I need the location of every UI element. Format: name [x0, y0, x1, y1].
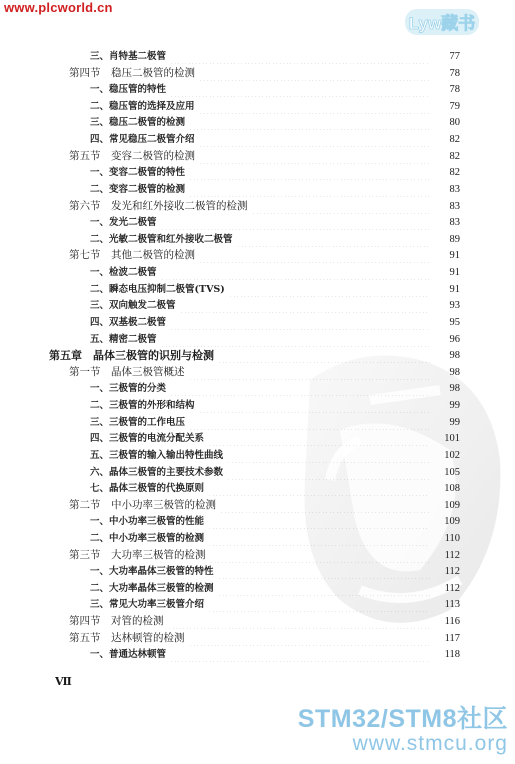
toc-entry-title: 一、三极管的分类	[90, 381, 170, 396]
dot-leader	[199, 398, 430, 413]
dot-leader	[218, 581, 430, 596]
toc-entry-item	[90, 165, 460, 180]
toc-entry-title: 第六节 发光和红外接收二极管的检测	[69, 199, 252, 214]
toc-entry-page: 91	[449, 283, 460, 295]
toc-entry-title: 一、变容二极管的特性	[90, 165, 189, 180]
toc-entry-title: 六、晶体三极管的主要技术参数	[90, 465, 227, 480]
toc-entry-page: 79	[449, 100, 460, 112]
toc-entry-page: 91	[449, 250, 460, 262]
toc-entry-page: 83	[449, 183, 460, 195]
toc-entry-item	[90, 215, 460, 230]
logo-text: Lyw藏书	[408, 14, 476, 33]
toc-entry-section	[69, 498, 460, 513]
dot-leader	[208, 531, 430, 546]
toc-entry-item	[90, 448, 460, 463]
dot-leader	[199, 66, 430, 81]
toc-entry-page: 80	[449, 117, 460, 129]
toc-entry-title: 第五节 变容二极管的检测	[69, 149, 199, 164]
watermark-top-url: www.plcworld.cn	[4, 0, 113, 15]
toc-entry-title: 五、精密二极管	[90, 332, 161, 347]
toc-entry-title: 二、大功率晶体三极管的检测	[90, 581, 218, 596]
toc-entry-title: 第四节 对管的检测	[69, 614, 168, 629]
toc-entry-page: 108	[444, 483, 460, 495]
toc-entry-item	[90, 99, 460, 114]
toc-entry-item	[90, 49, 460, 64]
toc-entry-section	[69, 548, 460, 563]
toc-entry-page: 96	[449, 333, 460, 345]
dot-leader	[189, 365, 431, 380]
dot-leader	[168, 614, 431, 629]
toc-entry-title: 第四节 稳压二极管的检测	[69, 66, 199, 81]
dot-leader	[208, 597, 430, 612]
dot-leader	[170, 647, 430, 662]
dot-leader	[170, 381, 430, 396]
toc-entry-title: 三、肖特基二极管	[90, 49, 170, 64]
dot-leader	[229, 282, 430, 297]
toc-entry-title: 一、普通达林顿管	[90, 647, 170, 662]
toc-entry-item	[90, 431, 460, 446]
toc-entry-page: 98	[449, 383, 460, 395]
toc-entry-title: 第五节 达林顿管的检测	[69, 631, 189, 646]
toc-entry-page: 95	[449, 316, 460, 328]
dot-leader	[189, 182, 430, 197]
toc-entry-item	[90, 398, 460, 413]
toc-entry-title: 二、变容二极管的检测	[90, 182, 189, 197]
toc-entry-page: 112	[444, 582, 460, 594]
toc-entry-item	[90, 282, 460, 297]
toc-entry-page: 99	[449, 416, 460, 428]
dot-leader	[227, 448, 430, 463]
toc-entry-title: 三、三极管的工作电压	[90, 415, 189, 430]
toc-entry-page: 91	[449, 267, 460, 279]
dot-leader	[189, 165, 430, 180]
dot-leader	[208, 481, 430, 496]
toc-entry-page: 105	[444, 466, 460, 478]
toc-entry-page: 112	[444, 566, 460, 578]
dot-leader	[180, 298, 430, 313]
toc-entry-section	[69, 614, 460, 629]
toc-entry-title: 一、检波二极管	[90, 265, 161, 280]
toc-entry-item	[90, 182, 460, 197]
dot-leader	[237, 232, 430, 247]
toc-entry-title: 一、稳压管的特性	[90, 82, 170, 97]
toc-entry-page: 78	[449, 67, 460, 79]
watermark-bottom	[268, 706, 508, 756]
toc-entry-item	[90, 647, 460, 662]
toc-entry-page: 101	[444, 433, 460, 445]
dot-leader	[218, 348, 430, 363]
toc-entry-item	[90, 481, 460, 496]
toc-entry-page: 102	[444, 449, 460, 461]
toc-entry-page: 117	[444, 632, 460, 644]
dot-leader	[208, 514, 430, 529]
toc-entry-section	[69, 199, 460, 214]
toc-entry-page: 83	[449, 200, 460, 212]
dot-leader	[210, 548, 431, 563]
toc-entry-title: 第五章 晶体三极管的识别与检测	[49, 348, 218, 363]
toc-entry-title: 第七节 其他二极管的检测	[69, 248, 199, 263]
toc-entry-page: 98	[449, 366, 460, 378]
toc-entry-item	[90, 332, 460, 347]
toc-entry-item	[90, 232, 460, 247]
dot-leader	[161, 332, 430, 347]
toc-entry-page: 109	[444, 499, 460, 511]
dot-leader	[199, 99, 430, 114]
toc-entry-page: 118	[444, 649, 460, 661]
toc-entry-title: 四、双基极二极管	[90, 315, 170, 330]
toc-entry-title: 四、常见稳压二极管介绍	[90, 132, 199, 147]
toc-entry-title: 二、稳压管的选择及应用	[90, 99, 199, 114]
dot-leader	[252, 199, 431, 214]
dot-leader	[227, 465, 430, 480]
toc-entry-title: 七、晶体三极管的代换原则	[90, 481, 208, 496]
toc-entry-page: 78	[449, 84, 460, 96]
toc-entry-page: 77	[449, 51, 460, 62]
toc-entry-title: 二、三极管的外形和结构	[90, 398, 199, 413]
toc-entry-item	[90, 564, 460, 579]
dot-leader	[161, 215, 430, 230]
toc-entry-section	[69, 365, 460, 380]
toc-entry-item	[90, 597, 460, 612]
library-logo	[404, 6, 480, 38]
toc-entry-item	[90, 132, 460, 147]
dot-leader	[218, 564, 430, 579]
watermark-bottom-title: STM32/STM8社区	[297, 705, 508, 733]
toc-entry-page: 82	[449, 150, 460, 162]
toc-entry-page: 99	[449, 400, 460, 412]
toc-entry-title: 第二节 中小功率三极管的检测	[69, 498, 220, 513]
toc-entry-page: 98	[449, 350, 460, 362]
toc-entry-page: 109	[444, 516, 460, 528]
dot-leader	[170, 82, 430, 97]
toc-entry-page: 82	[449, 134, 460, 146]
toc-entry-title: 第三节 大功率三极管的检测	[69, 548, 210, 563]
toc-entry-title: 三、常见大功率三极管介绍	[90, 597, 208, 612]
toc-entry-page: 112	[444, 549, 460, 561]
toc-entry-title: 第一节 晶体三极管概述	[69, 365, 189, 380]
toc-entry-page: 93	[449, 300, 460, 312]
toc-entry-title: 一、中小功率三极管的性能	[90, 514, 208, 529]
toc-entry-title: 三、稳压二极管的检测	[90, 115, 189, 130]
toc-entry-title: 二、中小功率三极管的检测	[90, 531, 208, 546]
toc-entry-item	[90, 581, 460, 596]
toc-entry-section	[69, 248, 460, 263]
toc-entry-item	[90, 298, 460, 313]
toc-entry-page: 110	[444, 532, 460, 544]
toc-entry-item	[90, 531, 460, 546]
toc-entry-item	[90, 415, 460, 430]
toc-entry-item	[90, 315, 460, 330]
toc-entry-title: 一、发光二极管	[90, 215, 161, 230]
toc-entry-item	[90, 465, 460, 480]
toc-entry-section	[69, 66, 460, 81]
toc-entry-title: 五、三极管的输入输出特性曲线	[90, 448, 227, 463]
dot-leader	[189, 115, 430, 130]
toc-entry-section	[69, 149, 460, 164]
dot-leader	[161, 265, 430, 280]
dot-leader	[199, 132, 430, 147]
toc-entry-page: 116	[444, 616, 460, 628]
toc-entry-item	[90, 381, 460, 396]
page-number: Ⅶ	[55, 675, 72, 688]
toc-entry-item	[90, 514, 460, 529]
toc-entry-title: 二、光敏二极管和红外接收二极管	[90, 232, 237, 247]
toc-entry-chapter	[49, 348, 460, 363]
watermark-bottom-url: www.stmcu.org	[352, 732, 508, 755]
toc-entry-page: 113	[444, 599, 460, 611]
dot-leader	[170, 49, 430, 64]
toc-entry-title: 二、瞬态电压抑制二极管(TVS)	[90, 282, 229, 297]
dot-leader	[170, 315, 430, 330]
toc-entry-item	[90, 82, 460, 97]
toc-entry-item	[90, 115, 460, 130]
toc-entry-title: 一、大功率晶体三极管的特性	[90, 564, 218, 579]
toc-entry-section	[69, 631, 460, 646]
toc-entry-title: 四、三极管的电流分配关系	[90, 431, 208, 446]
dot-leader	[199, 248, 430, 263]
dot-leader	[208, 431, 430, 446]
dot-leader	[199, 149, 430, 164]
toc-entry-page: 83	[449, 217, 460, 229]
dot-leader	[189, 415, 430, 430]
toc-entry-item	[90, 265, 460, 280]
toc-entry-page: 82	[449, 167, 460, 179]
toc-entry-title: 三、双向触发二极管	[90, 298, 180, 313]
dot-leader	[220, 498, 430, 513]
dot-leader	[189, 631, 431, 646]
toc-entry-page: 89	[449, 233, 460, 245]
